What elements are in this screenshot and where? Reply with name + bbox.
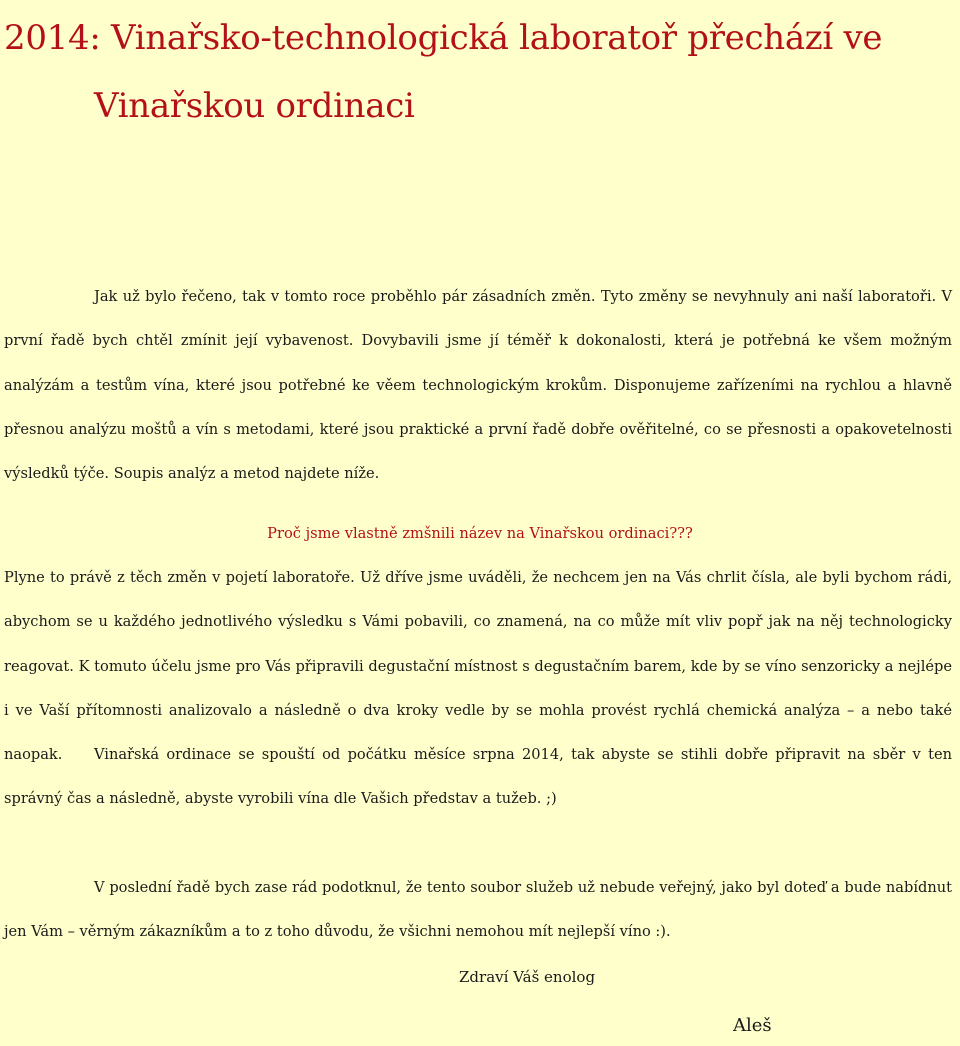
title-line-2: Vinařskou ordinaci	[94, 86, 415, 126]
signature: Aleš	[733, 1015, 772, 1036]
paragraph-lab-equipment: Jak už bylo řečeno, tak v tomto roce proběhlo pár zásadních změn. Tyto změny se nevyhnuly ani naší laboratoři. V první řadě bych chtěl zmínit její vybavenost. Dovybavili jsme jí téměř k dokonalosti, která je potřebná ke všem možným analýzám a testům vína, které jsou potřebné ke věem technologickým krokům. Disponujeme zařízeními na rychlou a hlavně přesnou analýzu moštů a vín s metodami, které jsou praktické a první řadě dobře ověřitelné, co se přesnosti a opakovetelnosti výsledků týče. Soupis analýz a metod najdete níže.	[4, 288, 952, 483]
paragraph-exclusive-service: V poslední řadě bych zase rád podotknul, že tento soubor služeb už nebude veřejný, jako byl doteď a bude nabídnut jen Vám – věrným zákazníkům a to z toho důvodu, že všichni nemohou mít nejlepší víno :).	[4, 879, 952, 941]
title-line-1: 2014: Vinařsko-technologická laboratoř přechází ve	[4, 18, 883, 58]
page-title	[4, 4, 954, 140]
closing-greeting: Zdraví Váš enolog	[459, 968, 596, 986]
paragraph-launch-date: Vinařská ordinace se spouští od počátku měsíce srpna 2014, tak abyste se stihli dobře připravit na sběr v ten správný čas a následně, abyste vyrobili vína dle Vašich představ a tužeb. ;)	[4, 746, 952, 808]
subheading-name-change: Proč jsme vlastně zmšnili název na Vinařskou ordinaci???	[267, 525, 693, 542]
paragraph-lab-concept: Plyne to právě z těch změn v pojetí laboratoře. Už dříve jsme uváděli, že nechcem jen na Vás chrlit čísla, ale byli bychom rádi, abychom se u každého jednotlivého výsledku s Vámi pobavili, co znamená, na co může mít vliv popř jak na něj technologicky reagovat. K tomuto účelu jsme pro Vás připravili degustační místnost s degustačním barem, kde by se víno senzoricky a nejlépe i ve Vaší přítomnosti analizovalo a následně o dva kroky vedle by se mohla provést rychlá chemická analýza – a nebo také naopak.	[4, 569, 952, 764]
